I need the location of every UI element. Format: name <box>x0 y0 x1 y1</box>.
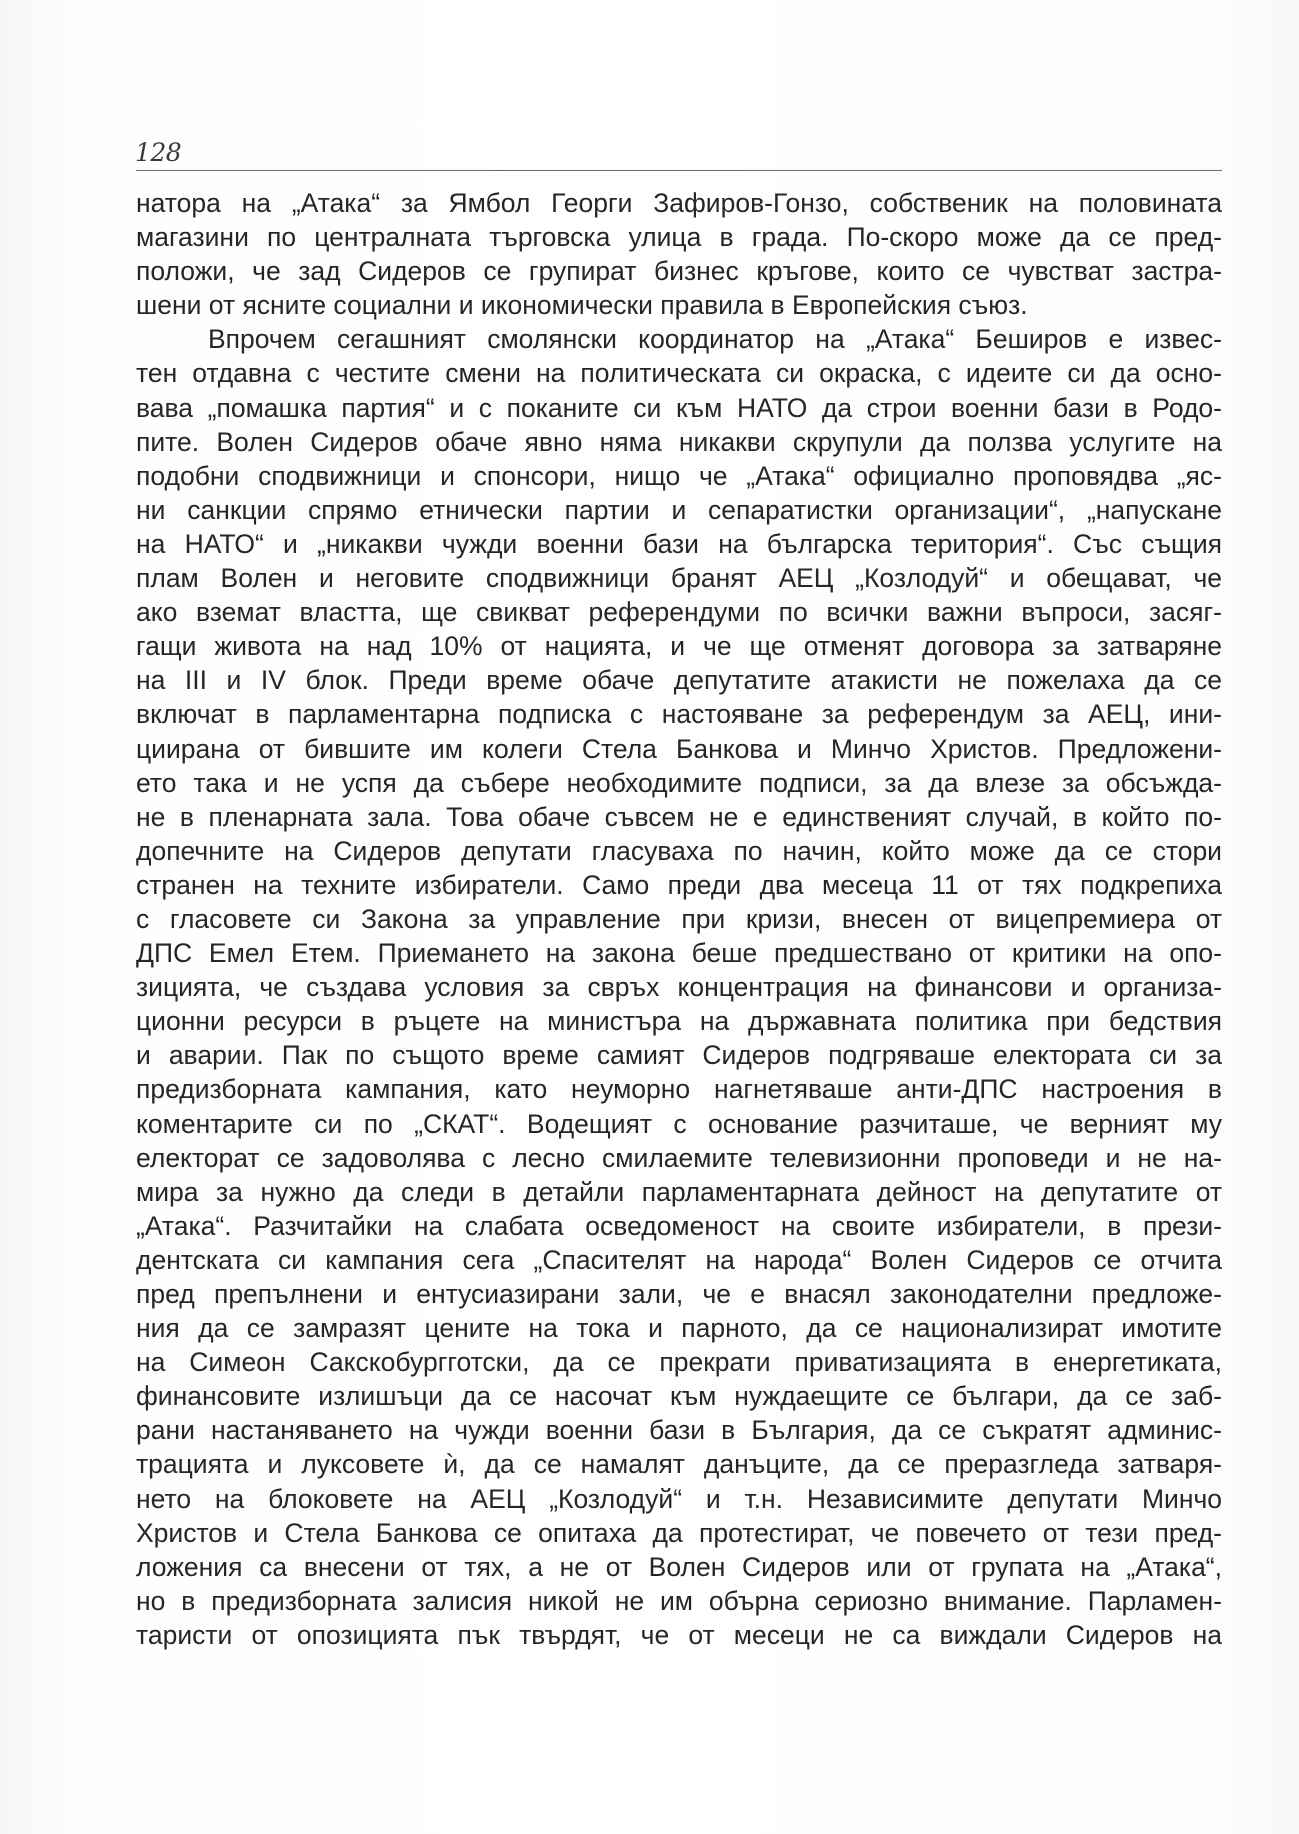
text-line: ния да се замразят цените на тока и парното, да се национализират имотите <box>136 1313 1222 1344</box>
text-line: ДПС Емел Етем. Приемането на закона беше предшествано от критики на опо- <box>136 938 1222 969</box>
text-line: на Симеон Сакскобургготски, да се прекрати приватизацията в енергетиката, <box>136 1347 1222 1378</box>
page-number: 128 <box>135 138 182 167</box>
text-line: коментарите си по „СКАТ“. Водещият с основание разчиташе, че верният му <box>136 1108 1222 1139</box>
text-line: и аварии. Пак по същото време самият Сидеров подгряваше електората си за <box>136 1040 1222 1071</box>
text-line: гащи живота на над 10% от нацията, и че ще отменят договора за затваряне <box>136 631 1222 662</box>
text-line: пред препълнени и ентусиазирани зали, че е внасял законодателни предложе- <box>136 1279 1222 1309</box>
text-line: плам Волен и неговите сподвижници бранят АЕЦ „Козлодуй“ и обещават, че <box>136 563 1222 594</box>
text-line: Христов и Стела Банкова се опитаха да протестират, че повечето от тези пред- <box>136 1517 1222 1548</box>
text-line: не в пленарната зала. Това обаче съвсем не е единственият случай, в който по- <box>136 801 1222 832</box>
text-line: зицията, че създава условия за свръх концентрация на финансови и организа- <box>136 972 1222 1003</box>
text-line: ложения са внесени от тях, а не от Волен Сидеров или от групата на „Атака“, <box>136 1551 1222 1582</box>
header-rule <box>136 170 1222 171</box>
text-line: дентската си кампания сега „Спасителят на народа“ Волен Сидеров се отчита <box>136 1244 1222 1275</box>
text-line: финансовите излишъци да се насочат към нуждаещите се българи, да се заб- <box>136 1381 1222 1412</box>
text-line: рани настаняването на чужди военни бази в България, да се съкратят админис- <box>136 1415 1222 1446</box>
text-line: шени от ясните социални и икономически правила в Европейския съюз. <box>136 290 1028 321</box>
text-line: включат в парламентарна подписка с настояване за референдум за АЕЦ, ини- <box>136 699 1222 730</box>
text-line: странен на техните избиратели. Само преди два месеца 11 от тях подкрепиха <box>136 869 1222 900</box>
text-line: електорат се задоволява с лесно смилаемите телевизионни проповеди и не на- <box>136 1142 1222 1173</box>
text-line: положи, че зад Сидеров се групират бизнес кръгове, които се чувстват застра- <box>136 256 1222 287</box>
text-line: предизборната кампания, като неуморно нагнетяваше анти-ДПС настроения в <box>136 1074 1222 1105</box>
text-line: подобни сподвижници и спонсори, нищо че „Атака“ официално проповядва „яс- <box>136 460 1222 491</box>
text-line: таристи от опозицията пък твърдят, че от месеци не са виждали Сидеров на <box>136 1619 1222 1650</box>
text-line: ако вземат властта, ще свикват референдуми по всички важни въпроси, засяг- <box>136 597 1222 628</box>
text-line: трацията и луксовете ѝ, да се намалят данъците, да се преразгледа затваря- <box>136 1449 1222 1480</box>
text-line: ционни ресурси в ръцете на министъра на държавната политика при бедствия <box>136 1006 1222 1037</box>
text-line: пите. Волен Сидеров обаче явно няма никакви скрупули да ползва услугите на <box>136 426 1222 457</box>
text-line: нето на блоковете на АЕЦ „Козлодуй“ и т.н. Независимите депутати Минчо <box>136 1483 1222 1514</box>
text-line: тен отдавна с честите смени на политическата си окраска, с идеите си да осно- <box>136 358 1222 389</box>
text-line: вава „помашка партия“ и с поканите си към НАТО да строи военни бази в Родо- <box>136 392 1222 423</box>
text-line: ето така и не успя да събере необходимите подписи, за да влезе за обсъжда- <box>136 767 1222 798</box>
text-line: на III и IV блок. Преди време обаче депутатите атакисти не пожелаха да се <box>136 665 1222 696</box>
text-line: допечните на Сидеров депутати гласуваха по начин, който може да се стори <box>136 835 1222 866</box>
text-line: но в предизборната залисия никой не им обърна сериозно внимание. Парламен- <box>136 1585 1222 1616</box>
text-line: магазини по централната търговска улица в града. По-скоро може да се пред- <box>136 222 1222 253</box>
text-line: Впрочем сегашният смолянски координатор на „Атака“ Беширов е извес- <box>208 324 1222 355</box>
text-line: циирана от бившите им колеги Стела Банкова и Минчо Христов. Предложени- <box>136 733 1222 764</box>
text-line: натора на „Атака“ за Ямбол Георги Зафиров-Гонзо, собственик на половината <box>136 188 1222 218</box>
text-line: с гласовете си Закона за управление при кризи, внесен от вицепремиера от <box>136 903 1222 934</box>
text-line: на НАТО“ и „никакви чужди военни бази на българска територия“. Със същия <box>136 528 1222 559</box>
text-line: „Атака“. Разчитайки на слабата осведоменост на своите избиратели, в прези- <box>136 1210 1222 1241</box>
body-text <box>136 186 1222 1652</box>
text-line: мира за нужно да следи в детайли парламентарната дейност на депутатите от <box>136 1176 1222 1207</box>
text-line: ни санкции спрямо етнически партии и сепаратистки организации“, „напускане <box>136 494 1222 525</box>
